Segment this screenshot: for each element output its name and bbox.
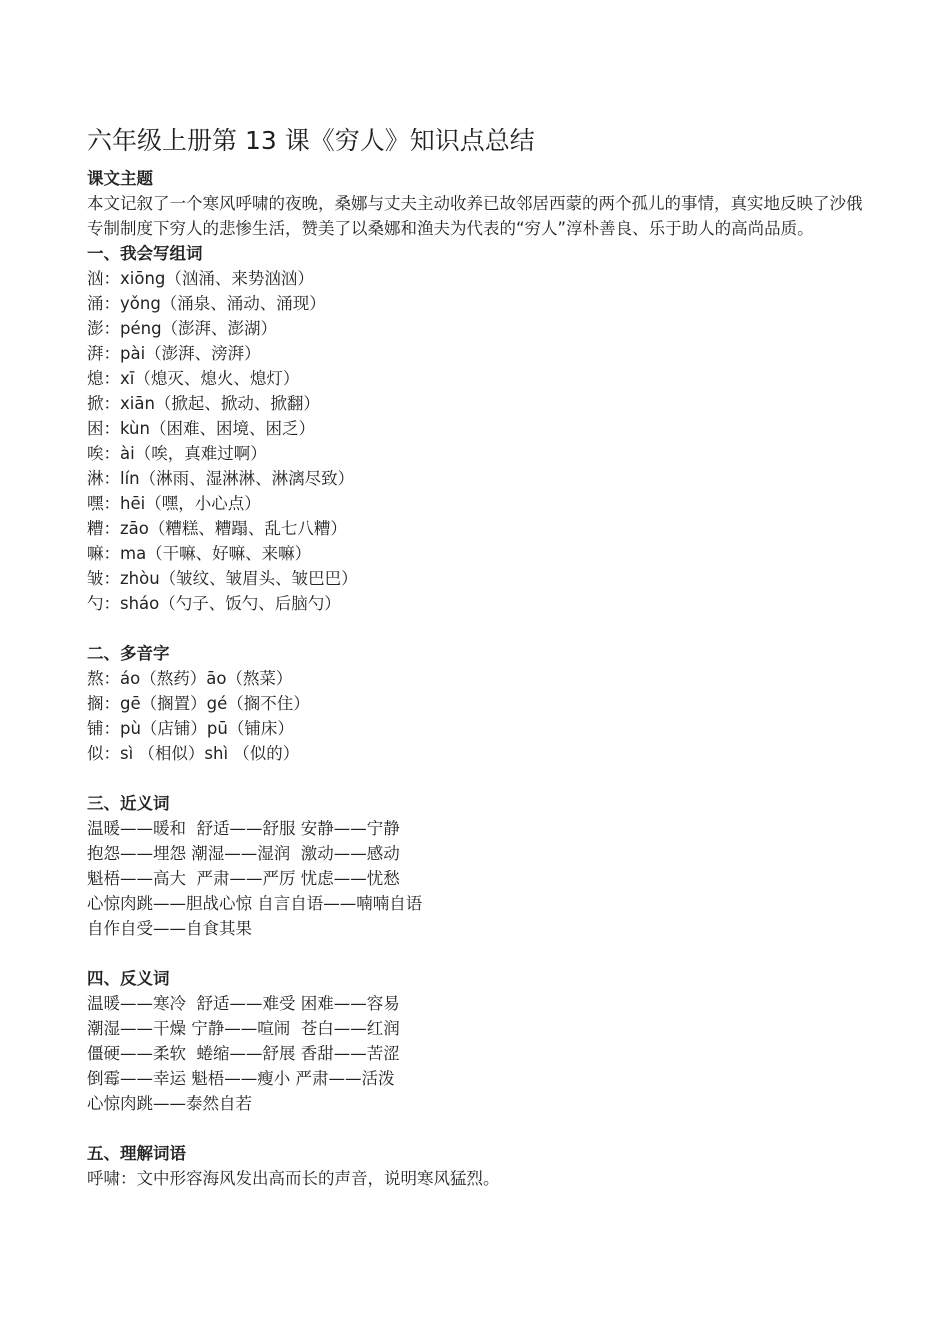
section-polyphones: [87, 641, 867, 766]
word-line: 皱：zhòu（皱纹、皱眉头、皱巴巴）: [87, 569, 358, 588]
polyphone-line: 铺：pù（店铺）pū（铺床）: [87, 719, 294, 738]
word-line: 湃：pài（澎湃、滂湃）: [87, 344, 261, 363]
section-antonyms: [87, 966, 867, 1116]
section-heading: 一、我会写组词: [87, 244, 203, 263]
word-line: 掀：xiān（掀起、掀动、掀翻）: [87, 394, 320, 413]
word-line: 糟：zāo（糟糕、糟蹋、乱七八糟）: [87, 519, 347, 538]
section-heading: 四、反义词: [87, 969, 170, 988]
section-spacer: [87, 941, 867, 966]
synonym-line: 抱怨——埋怨 潮湿——湿润 激动——感动: [87, 844, 400, 863]
word-line: 熄：xī（熄灭、熄火、熄灯）: [87, 369, 300, 388]
synonym-line: 魁梧——高大 严肃——严厉 忧虑——忧愁: [87, 869, 400, 888]
polyphone-line: 搁：gē（搁置）gé（搁不住）: [87, 694, 310, 713]
theme-paragraph: 本文记叙了一个寒风呼啸的夜晚，桑娜与丈夫主动收养已故邻居西蒙的两个孤儿的事情，真实地反映了沙俄专制制度下穷人的悲惨生活，赞美了以桑娜和渔夫为代表的“穷人”淳朴善良、乐于助人的高尚品质。: [87, 194, 863, 238]
meaning-line: 呼啸：文中形容海风发出高而长的声音，说明寒风猛烈。: [87, 1169, 500, 1188]
synonym-line: 心惊肉跳——胆战心惊 自言自语——喃喃自语: [87, 894, 423, 913]
word-line: 困：kùn（困难、困境、困乏）: [87, 419, 315, 438]
section-spacer: [87, 616, 867, 641]
word-line: 嘿：hēi（嘿，小心点）: [87, 494, 261, 513]
section-spacer: [87, 766, 867, 791]
word-line: 澎：péng（澎湃、澎湖）: [87, 319, 278, 338]
word-line: 唉：ài（唉，真难过啊）: [87, 444, 267, 463]
theme-heading: 课文主题: [87, 169, 153, 188]
section-heading: 三、近义词: [87, 794, 170, 813]
word-line: 汹：xiōng（汹涌、来势汹汹）: [87, 269, 314, 288]
word-line: 淋：lín（淋雨、湿淋淋、淋漓尽致）: [87, 469, 355, 488]
polyphone-line: 似：sì （相似）shì （似的）: [87, 744, 300, 763]
section-write-words: [87, 241, 867, 616]
document-page: [87, 122, 867, 1191]
word-line: 涌：yǒng（涌泉、涌动、涌现）: [87, 294, 326, 313]
antonym-line: 僵硬——柔软 蜷缩——舒展 香甜——苦涩: [87, 1044, 400, 1063]
synonym-line: 温暖——暖和 舒适——舒服 安静——宁静: [87, 819, 400, 838]
page-title: 六年级上册第 13 课《穷人》知识点总结: [87, 126, 535, 155]
section-heading: 五、理解词语: [87, 1144, 186, 1163]
synonym-line: 自作自受——自食其果: [87, 919, 252, 938]
word-line: 嘛：ma（干嘛、好嘛、来嘛）: [87, 544, 312, 563]
antonym-line: 倒霉——幸运 魁梧——瘦小 严肃——活泼: [87, 1069, 395, 1088]
section-word-meaning: [87, 1141, 867, 1191]
section-synonyms: [87, 791, 867, 941]
theme-section: [87, 166, 867, 241]
antonym-line: 心惊肉跳——泰然自若: [87, 1094, 252, 1113]
section-heading: 二、多音字: [87, 644, 170, 663]
word-line: 勺：sháo（勺子、饭勺、后脑勺）: [87, 594, 341, 613]
polyphone-line: 熬：áo（熬药）āo（熬菜）: [87, 669, 293, 688]
antonym-line: 温暖——寒冷 舒适——难受 困难——容易: [87, 994, 400, 1013]
section-spacer: [87, 1116, 867, 1141]
antonym-line: 潮湿——干燥 宁静——喧闹 苍白——红润: [87, 1019, 400, 1038]
